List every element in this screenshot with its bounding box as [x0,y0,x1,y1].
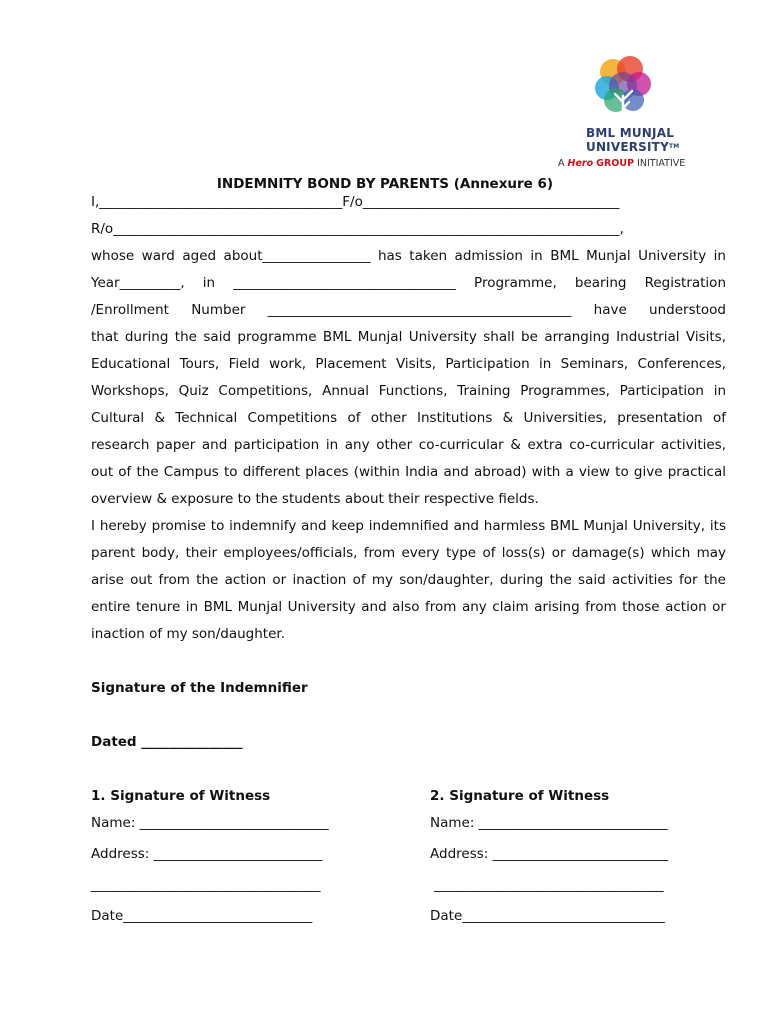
body-line: I hereby promise to indemnify and keep indemnified and harmless BML Munjal University, its [91,518,726,534]
tree-emblem-icon [594,56,652,122]
logo-name-line2: UNIVERSITY™ [586,140,680,154]
witness2-address-line2: __________________________________ [434,877,664,893]
witness1-address-line2: __________________________________ [91,877,321,893]
hero-wordmark: Hero [567,158,594,169]
body-line: inaction of my son/daughter. [91,626,286,642]
body-line: /Enrollment Number _____________________________________________ have understood [91,302,726,318]
body-line: whose ward aged about________________ has taken admission in BML Munjal University in [91,248,726,264]
body-line: overview & exposure to the students about their respective fields. [91,491,539,507]
body-line: arise out from the action or inaction of my son/daughter, during the said activities for the [91,572,726,588]
witness1-date-field: Date____________________________ [91,908,313,924]
dated-field: Dated _______________ [91,734,243,750]
logo-name-line1: BML MUNJAL [586,126,675,140]
body-line: research paper and participation in any other co-curricular & extra co-curricular activities, [91,437,726,453]
signature-indemnifier-label: Signature of the Indemnifier [91,680,308,696]
body-line: I,____________________________________F/o______________________________________ [91,194,620,210]
trademark-mark: TM [668,143,680,150]
body-line: that during the said programme BML Munjal University shall be arranging Industrial Visits, [91,329,726,345]
body-line: entire tenure in BML Munjal University and also from any claim arising from those action or [91,599,726,615]
body-line: Workshops, Quiz Competitions, Annual Functions, Training Programmes, Participation in [91,383,726,399]
body-line: R/o___________________________________________________________________________, [91,221,624,237]
witness1-name-field: Name: ____________________________ [91,815,329,831]
body-line: Educational Tours, Field work, Placement Visits, Participation in Seminars, Conferences, [91,356,726,372]
document-title: INDEMNITY BOND BY PARENTS (Annexure 6) [216,176,554,192]
logo-university-name [586,126,686,154]
logo-tagline: A Hero GROUP INITIATIVE [558,158,686,169]
body-line: Year_________, in _________________________________ Programme, bearing Registration [91,275,726,291]
witness2-heading: 2. Signature of Witness [430,788,610,804]
body-line: parent body, their employees/officials, from every type of loss(s) or damage(s) which may [91,545,726,561]
witness1-heading: 1. Signature of Witness [91,788,271,804]
witness2-name-field: Name: ____________________________ [430,815,668,831]
body-line: out of the Campus to different places (within India and abroad) with a view to give practical [91,464,726,480]
witness1-address-field: Address: _________________________ [91,846,323,862]
university-logo [556,56,691,174]
witness2-address-field: Address: __________________________ [430,846,669,862]
body-line: Cultural & Technical Competitions of other Institutions & Universities, presentation of [91,410,726,426]
witness2-date-field: Date______________________________ [430,908,665,924]
